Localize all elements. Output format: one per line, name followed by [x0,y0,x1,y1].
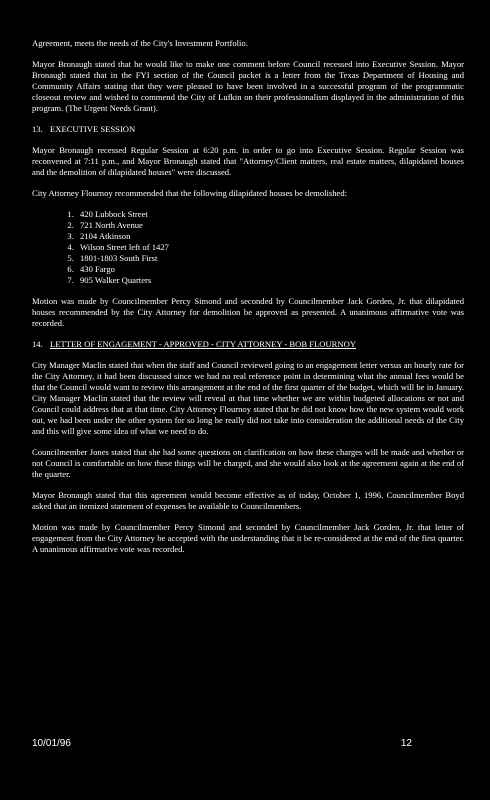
page-footer [32,738,412,749]
document-page [32,38,464,565]
paragraph-mayor-comment: Mayor Bronaugh stated that he would like to make one comment before Council recessed into Executive Session. Mayor Bronaugh stated that in the FYI section of the Council packet is a letter from the Texas Department of Housing and Community Affairs stating that they were pleased to have been involved in a successful program of the programmatic closeout review and wished to commend the City of Lufkin on their professionalism displayed in the administration of this program. (The Urgent Needs Grant). [32,59,464,113]
section-14-title: LETTER OF ENGAGEMENT - APPROVED - CITY ATTORNEY - BOB FLOURNOY [50,339,357,349]
list-item: 5. 1801-1803 South First [76,253,464,264]
section-13-motion: Motion was made by Councilmember Percy Simond and seconded by Councilmember Jack Gorden, Jr. that dilapidated houses recommended by the City Attorney for demolition be approved as presented. A unanimous affirmative vote was recorded. [32,296,464,328]
footer-date: 10/01/96 [32,738,71,749]
page-number: 12 [400,738,412,749]
section-14-motion: Motion was made by Councilmember Percy Simond and seconded by Councilmember Jack Gorden, Jr. that letter of engagement from the City Attorney be accepted with the understanding that it be re-considered at the end of the first quarter. A unanimous affirmative vote was recorded. [32,522,464,554]
section-13-title: EXECUTIVE SESSION [50,124,136,134]
section-13-paragraph-2: City Attorney Flournoy recommended that the following dilapidated houses be demolished: [32,188,348,198]
section-14-heading [32,339,464,350]
list-item: 6. 430 Fargo [76,264,464,275]
section-13-paragraph-1: Mayor Bronaugh recessed Regular Session at 6:20 p.m. in order to go into Executive Session. Regular Session was reconvened at 7:11 p.m., and Mayor Bronaugh stated that "Attorney/Client matters, real estate matters, dilapidated houses and the demolition of dilapidated houses" were discussed. [32,145,464,177]
list-item: 1. 420 Lubbock Street [76,209,464,220]
section-14-paragraph-3: Mayor Bronaugh stated that this agreement would become effective as of today, October 1, 1996. Councilmember Boyd asked that an itemized statement of expenses be available to Councilmembers. [32,490,464,511]
section-14-number: 14. [32,339,43,349]
section-13-number: 13. [32,124,43,134]
section-13-heading [32,124,464,135]
list-item: 4. Wilson Street left of 1427 [76,242,464,253]
section-14-paragraph-1: City Manager Maclin stated that when the staff and Council reviewed going to an engagement letter versus an hourly rate for the City Attorney, it had been discussed since we had no real reference point in determining what the annual fees would be that the Council would want to review this arrangement at the end of the first quarter of the budget, which will be in January. City Manager Maclin stated that the review will reveal at that time whether we are within budgeted allocations or not and Council could address that at that time. City Attorney Flournoy stated that he did not know how the new system would work out, we had been under the other system for so long he really did not take into consideration the additional needs of the City and this will give some idea of what we need to do. [32,360,464,436]
dilapidated-houses-list [32,209,464,286]
list-item: 7. 905 Walker Quarters [76,275,464,286]
list-item: 2. 721 North Avenue [76,220,464,231]
list-item: 3. 2104 Atkinson [76,231,464,242]
paragraph-intro: Agreement, meets the needs of the City's Investment Portfolio. [32,38,248,48]
section-14-paragraph-2: Councilmember Jones stated that she had some questions on clarification on how these charges will be made and whether or not Council is comfortable on how these things will be charged, and she would also look at the agreement again at the end of the quarter. [32,447,464,479]
